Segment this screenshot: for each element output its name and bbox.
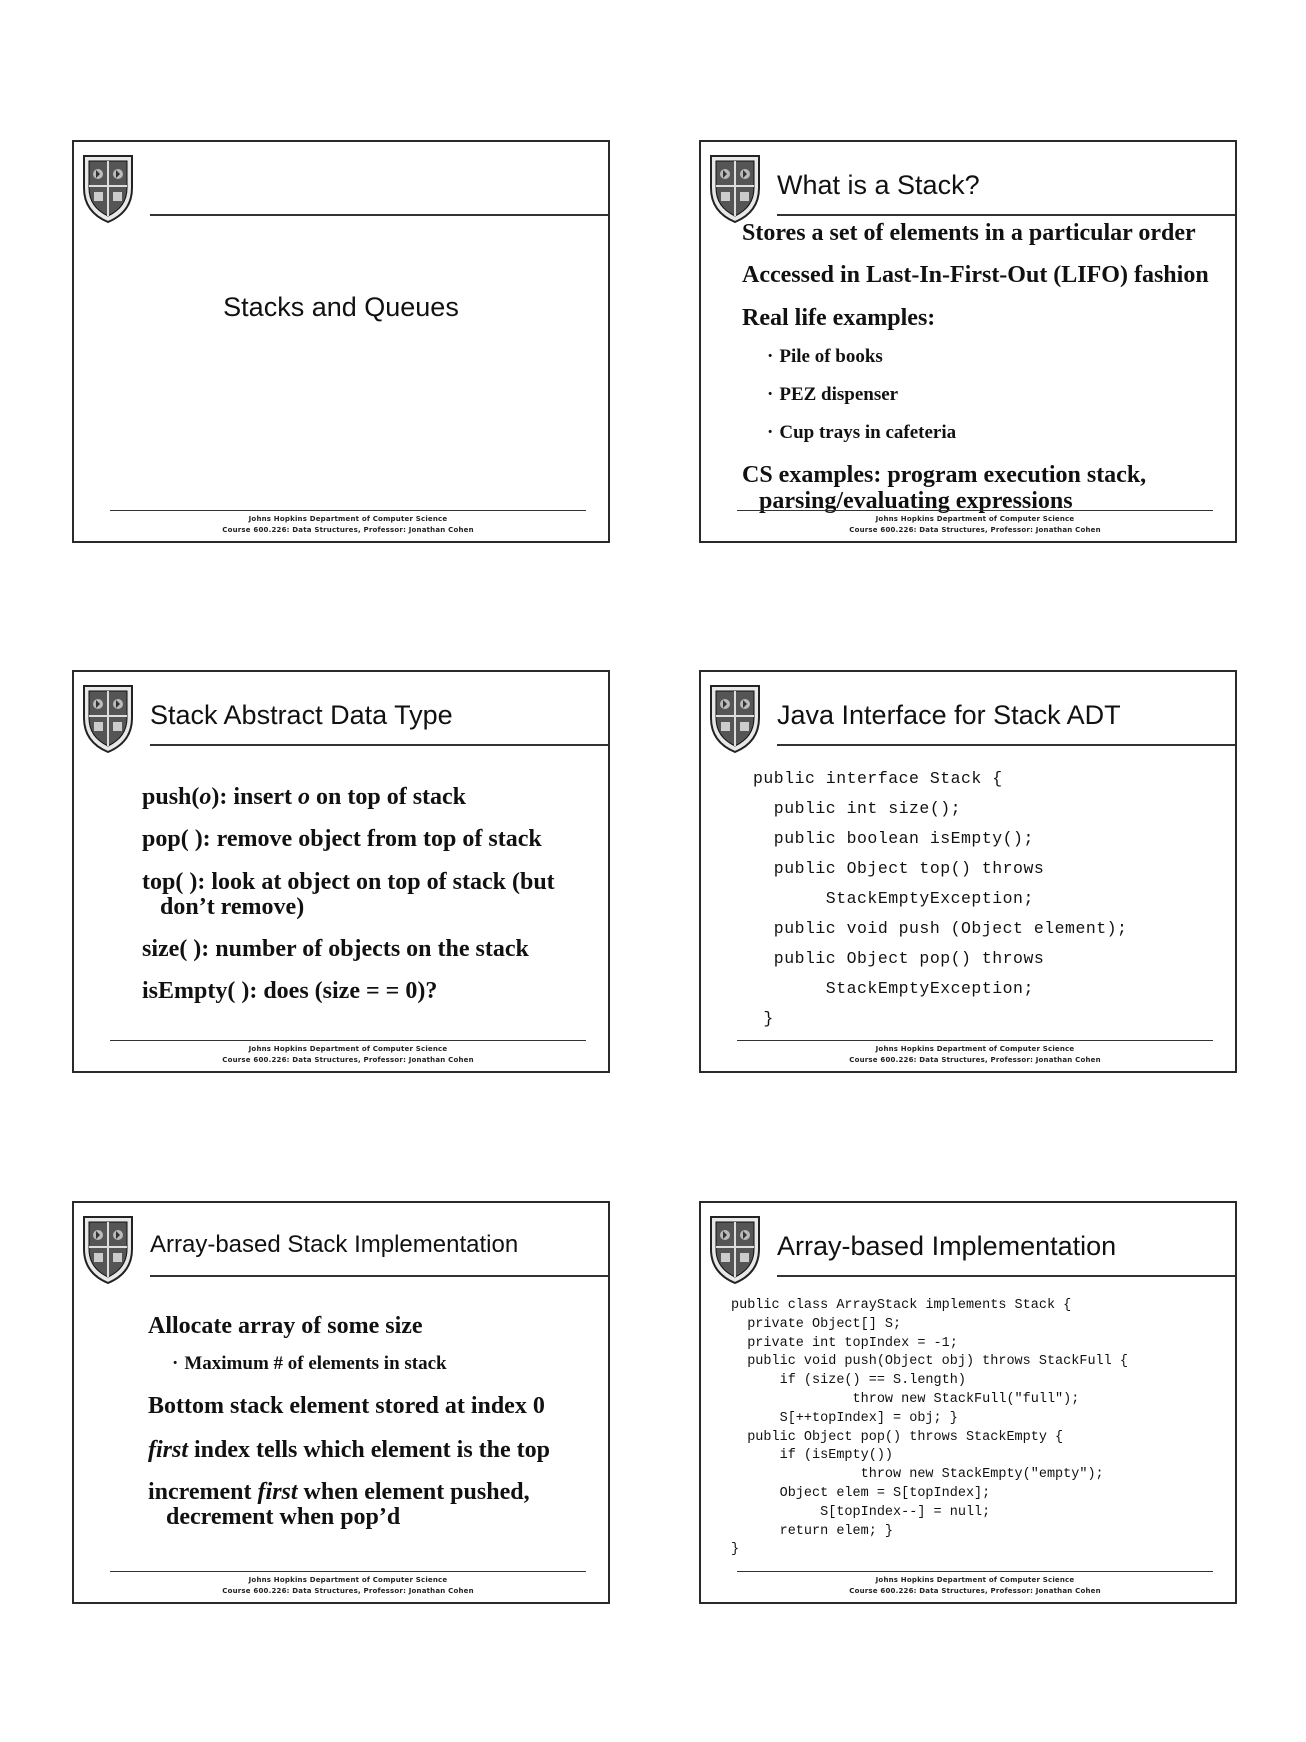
sub-bullet-item (767, 384, 1235, 406)
text-run: first (257, 1479, 298, 1505)
bullet-dot: · (767, 346, 774, 367)
footer-line-1: Johns Hopkins Department of Computer Science (875, 1576, 1075, 1584)
bullet-dot: · (172, 1353, 179, 1374)
text-run: o (298, 784, 311, 810)
sub-bullet-text: Cup trays in cafeteria (779, 422, 957, 443)
code-block: public class ArrayStack implements Stack { private Object[] S; private int topIndex = -1; public void push(Object obj) throws StackFull { if (size() == S.length) throw new StackFull("full"); S[++topIndex] = obj; } public Object pop() throws StackEmpty { if (isEmpty()) throw new StackEmpty("empty"); Object elem = S[topIndex]; S[topIndex--] = null; return elem; } } (731, 1298, 1128, 1558)
footer-line-1: Johns Hopkins Department of Computer Science (875, 1045, 1075, 1053)
text-run: first (148, 1437, 189, 1463)
text-run: increment (148, 1479, 258, 1505)
slide-footer (110, 1575, 586, 1597)
footer-divider (110, 1040, 586, 1041)
bullet-item: size( ): number of objects on the stack (142, 936, 529, 962)
text-run: push( (142, 784, 200, 810)
text-run: ): insert (211, 784, 299, 810)
slide-3 (72, 670, 610, 1073)
university-seal-icon (707, 150, 763, 224)
sub-bullet-item (767, 422, 1235, 444)
bullet-item (148, 1479, 608, 1506)
sub-bullet-text: PEZ dispenser (779, 384, 899, 405)
slide-title: Array-based Stack Implementation (150, 1231, 519, 1258)
bullet-dot: · (767, 422, 774, 443)
sub-bullet-text: Pile of books (779, 346, 883, 367)
title-divider (150, 214, 608, 216)
slide-title: What is a Stack? (777, 170, 980, 200)
slide-title: Array-based Implementation (777, 1231, 1117, 1261)
text-run: o (199, 784, 212, 810)
footer-divider (110, 510, 586, 511)
footer-line-2: Course 600.226: Data Structures, Professor: Jonathan Cohen (222, 1056, 474, 1064)
text-run: when element pushed, (297, 1479, 530, 1505)
university-seal-icon (707, 680, 763, 754)
slide-2 (699, 140, 1237, 543)
university-seal-icon (80, 680, 136, 754)
sub-bullet-item (767, 346, 1235, 368)
bullet-item: pop( ): remove object from top of stack (142, 826, 542, 852)
university-seal-icon (80, 150, 136, 224)
bullet-item (142, 784, 608, 811)
title-divider (777, 744, 1235, 746)
footer-line-1: Johns Hopkins Department of Computer Science (248, 1576, 448, 1584)
title-divider (150, 744, 608, 746)
bullet-dot: · (767, 384, 774, 405)
footer-line-1: Johns Hopkins Department of Computer Science (875, 515, 1075, 523)
footer-line-1: Johns Hopkins Department of Computer Science (248, 515, 448, 523)
slide-footer (737, 514, 1213, 536)
footer-line-1: Johns Hopkins Department of Computer Science (248, 1045, 448, 1053)
title-divider (150, 1275, 608, 1277)
footer-line-2: Course 600.226: Data Structures, Professor: Jonathan Cohen (222, 1587, 474, 1595)
footer-line-2: Course 600.226: Data Structures, Professor: Jonathan Cohen (849, 1056, 1101, 1064)
bullet-item-continued: don’t remove) (160, 894, 305, 920)
slide-footer (110, 1044, 586, 1066)
bullet-item: CS examples: program execution stack, (742, 462, 1147, 488)
slide-footer (110, 514, 586, 536)
footer-divider (737, 1040, 1213, 1041)
bullet-item: Accessed in Last-In-First-Out (LIFO) fashion (742, 262, 1209, 288)
text-run: index tells which element is the top (188, 1437, 550, 1463)
bullet-item: Bottom stack element stored at index 0 (148, 1393, 545, 1419)
slide-footer (737, 1575, 1213, 1597)
footer-line-2: Course 600.226: Data Structures, Professor: Jonathan Cohen (849, 526, 1101, 534)
slide-title: Java Interface for Stack ADT (777, 700, 1121, 730)
bullet-item: Stores a set of elements in a particular order (742, 220, 1196, 246)
bullet-item (148, 1437, 608, 1464)
bullet-item: isEmpty( ): does (size = = 0)? (142, 978, 438, 1004)
bullet-item: Allocate array of some size (148, 1313, 423, 1339)
sub-bullet-item (172, 1353, 608, 1375)
university-seal-icon (707, 1211, 763, 1285)
slide-6 (699, 1201, 1237, 1604)
title-divider (777, 1275, 1235, 1277)
sub-bullet-text: Maximum # of elements in stack (184, 1353, 447, 1374)
footer-divider (737, 1571, 1213, 1572)
title-divider (777, 214, 1235, 216)
slide-5 (72, 1201, 610, 1604)
slide-1 (72, 140, 610, 543)
slide-4 (699, 670, 1237, 1073)
code-block: public interface Stack { public int size(); public boolean isEmpty(); public Object top() throws StackEmptyException; public void push (Object element); public Object pop() throws StackEmptyException; } (753, 769, 1128, 1028)
bullet-item: top( ): look at object on top of stack (but (142, 869, 555, 895)
footer-line-2: Course 600.226: Data Structures, Professor: Jonathan Cohen (222, 526, 474, 534)
footer-line-2: Course 600.226: Data Structures, Professor: Jonathan Cohen (849, 1587, 1101, 1595)
bullet-item-continued: decrement when pop’d (166, 1504, 401, 1530)
bullet-item: Real life examples: (742, 305, 936, 331)
slide-title: Stack Abstract Data Type (150, 700, 453, 730)
slide-main-title: Stacks and Queues (223, 292, 459, 322)
university-seal-icon (80, 1211, 136, 1285)
footer-divider (737, 510, 1213, 511)
text-run: on top of stack (310, 784, 467, 810)
footer-divider (110, 1571, 586, 1572)
bullet-item-continued: parsing/evaluating expressions (759, 488, 1073, 514)
slide-footer (737, 1044, 1213, 1066)
